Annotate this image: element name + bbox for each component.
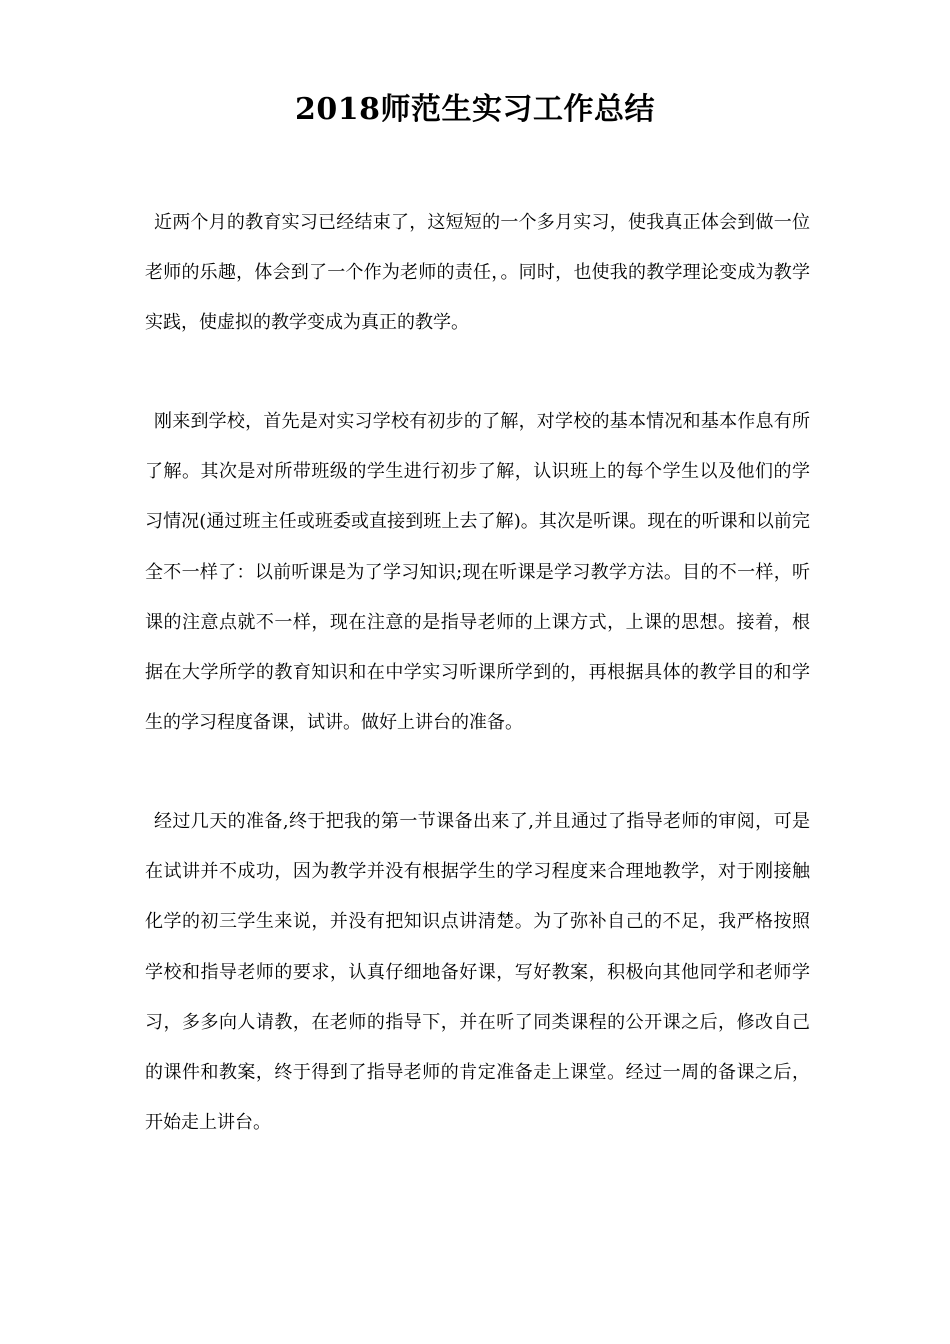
paragraph-first-lesson: 经过几天的准备,终于把我的第一节课备出来了,并且通过了指导老师的审阅，可是在试讲并不成功，因为教学并没有根据学生的学习程度来合理地教学，对于刚接触化学的初三学生来说，并没有把知识点讲清楚。为了弥补自己的不足，我严格按照学校和指导老师的要求，认真仔细地备好课，写好教案，积极向其他同学和老师学习，多多向人请教，在老师的指导下，并在听了同类课程的公开课之后，修改自己的课件和教案，终于得到了指导老师的肯定准备走上课堂。经过一周的备课之后，开始走上讲台。 <box>145 811 810 1134</box>
paragraph-arrival: 刚来到学校，首先是对实习学校有初步的了解，对学校的基本情况和基本作息有所了解。其次是对所带班级的学生进行初步了解，认识班上的每个学生以及他们的学习情况(通过班主任或班委或直接到班上去了解)。其次是听课。现在的听课和以前完全不一样了：以前听课是为了学习知识;现在听课是学习教学方法。目的不一样，听课的注意点就不一样，现在注意的是指导老师的上课方式，上课的思想。接着，根据在大学所学的教育知识和在中学实习听课所学到的，再根据具体的教学目的和学生的学习程度备课，试讲。做好上讲台的准备。 <box>145 411 810 734</box>
document-title: 2018师范生实习工作总结 <box>295 92 655 127</box>
paragraph-intro: 近两个月的教育实习已经结束了，这短短的一个多月实习，使我真正体会到做一位老师的乐趣，体会到了一个作为老师的责任，。同时，也使我的教学理论变成为教学实践，使虚拟的教学变成为真正的教学。 <box>145 212 810 334</box>
